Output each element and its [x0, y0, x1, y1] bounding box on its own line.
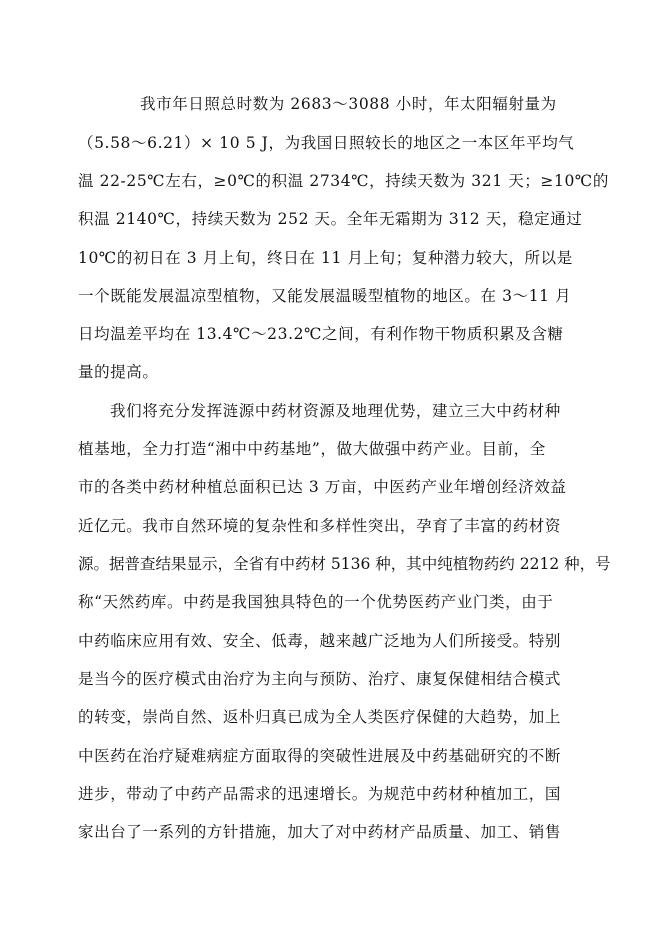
paragraph-2-line-1: 我们将充分发挥涟源中药材资源及地理优势，建立三大中药材种: [110, 402, 561, 420]
paragraph-1-line-2: （5.58～6.21）× 10 5 J，为我国日照较长的地区之一本区年平均气: [78, 134, 575, 152]
paragraph-2-line-3: 市的各类中药材种植总面积已达 3 万亩，中医药产业年增创经济效益: [78, 478, 567, 496]
paragraph-2-line-9: 的转变，崇尚自然、返朴归真已成为全人类医疗保健的大趋势，加上: [78, 708, 562, 726]
paragraph-2-line-4: 近亿元。我市自然环境的复杂性和多样性突出，孕育了丰富的药材资: [78, 517, 562, 535]
paragraph-1-line-3: 温 22-25℃左右，≥0℃的积温 2734℃，持续天数为 321 天；≥10℃的: [78, 172, 609, 190]
paragraph-2-line-10: 中医药在治疗疑难病症方面取得的突破性进展及中药基础研究的不断: [78, 747, 562, 765]
paragraph-2-line-12: 家出台了一系列的方针措施，加大了对中药材产品质量、加工、销售: [78, 823, 562, 841]
paragraph-2-line-5: 源。据普查结果显示，全省有中药材 5136 种，其中纯植物药约 2212 种，号: [78, 555, 611, 573]
paragraph-1-line-7: 日均温差平均在 13.4℃～23.2℃之间，有利作物干物质积累及含糖: [78, 325, 564, 343]
paragraph-2-line-7: 中药临床应用有效、安全、低毒，越来越广泛地为人们所接受。特别: [78, 632, 562, 650]
paragraph-2-line-6: 称“天然药库。中药是我国独具特色的一个优势医药产业门类，由于: [78, 593, 554, 611]
paragraph-1-line-4: 积温 2140℃，持续天数为 252 天。全年无霜期为 312 天，稳定通过: [78, 210, 583, 228]
paragraph-2-line-11: 进步，带动了中药产品需求的迅速增长。为规范中药材种植加工，国: [78, 785, 562, 803]
paragraph-1-line-5: 10℃的初日在 3 月上旬，终日在 11 月上旬；复种潜力较大，所以是: [78, 249, 573, 267]
paragraph-2-line-2: 植基地，全力打造“湘中中药基地”，做大做强中药产业。目前，全: [78, 440, 546, 458]
paragraph-2-line-8: 是当今的医疗模式由治疗为主向与预防、治疗、康复保健相结合模式: [78, 670, 562, 688]
paragraph-1-line-6: 一个既能发展温凉型植物，又能发展温暖型植物的地区。在 3～11 月: [78, 287, 572, 305]
paragraph-1-line-8: 量的提高。: [78, 363, 159, 381]
paragraph-1-line-1: 我市年日照总时数为 2683～3088 小时，年太阳辐射量为: [140, 95, 557, 113]
